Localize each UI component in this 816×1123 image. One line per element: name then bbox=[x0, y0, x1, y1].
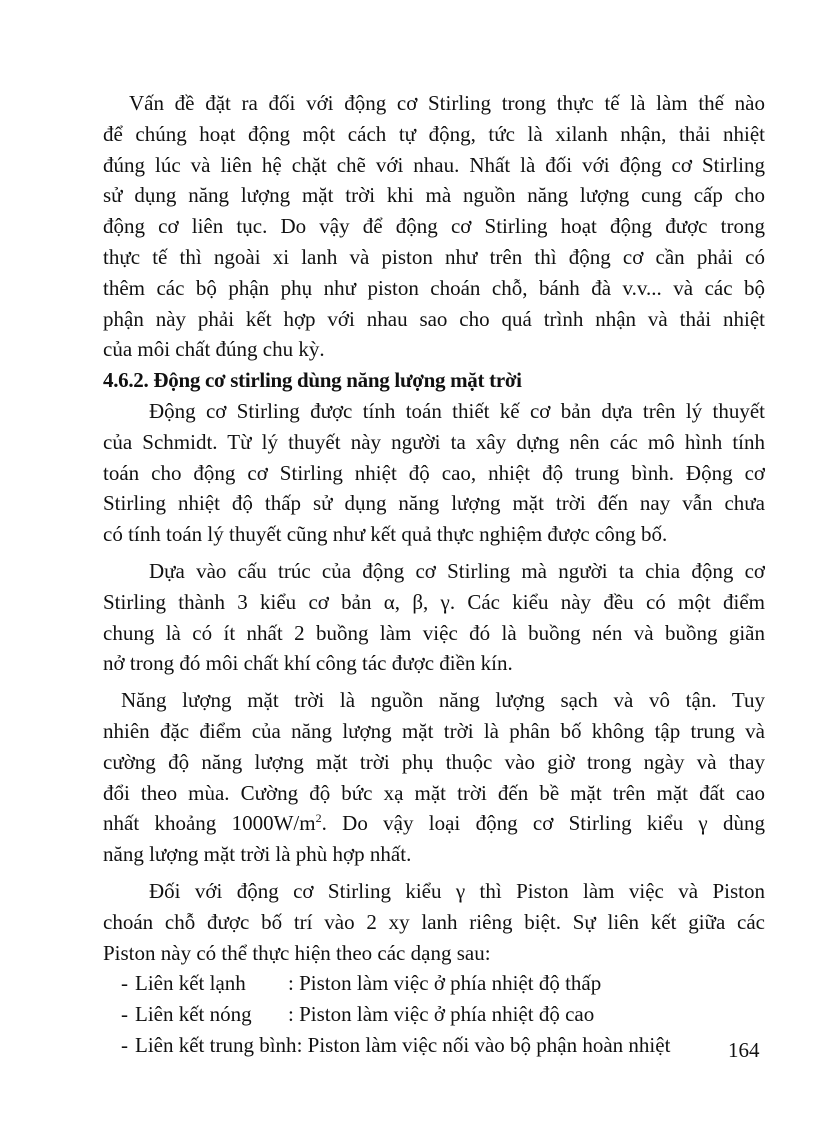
paragraph-gamma-linkage bbox=[103, 876, 765, 968]
list-description: : Piston làm việc ở phía nhiệt độ thấp bbox=[288, 971, 602, 996]
list-item bbox=[103, 968, 765, 999]
list-dash: - bbox=[121, 971, 128, 996]
text-line: choán chỗ được bố trí vào 2 xy lanh riêng biệt. Sự liên kết giữa các bbox=[103, 909, 765, 934]
paragraph-solar-energy bbox=[103, 685, 765, 870]
text-line: của Schmidt. Từ lý thuyết này người ta xây dựng nên các mô hình tính bbox=[103, 429, 765, 454]
text-line: Dựa vào cấu trúc của động cơ Stirling mà người ta chia động cơ bbox=[149, 558, 765, 583]
list-item bbox=[103, 1030, 765, 1061]
paragraph-engine-types bbox=[103, 556, 765, 679]
list-description: : Piston làm việc nối vào bộ phận hoàn nhiệt bbox=[296, 1032, 671, 1057]
text-line bbox=[103, 808, 765, 839]
list-term: Liên kết lạnh bbox=[135, 971, 246, 996]
text-line: Động cơ Stirling được tính toán thiết kế cơ bản dựa trên lý thuyết bbox=[149, 398, 765, 423]
text-line: đổi theo mùa. Cường độ bức xạ mặt trời đến bề mặt trên mặt đất cao bbox=[103, 780, 765, 805]
text-line: chung là có ít nhất 2 buồng làm việc đó là buồng nén và buồng giãn bbox=[103, 620, 765, 645]
text-line: thêm các bộ phận phụ như piston choán chỗ, bánh đà v.v... và các bộ bbox=[103, 275, 765, 300]
page-number: 164 bbox=[728, 1038, 760, 1062]
text-line: cường độ năng lượng mặt trời phụ thuộc vào giờ trong ngày và thay bbox=[103, 749, 765, 774]
text-line: đúng lúc và liên hệ chặt chẽ với nhau. Nhất là đối với động cơ Stirling bbox=[103, 152, 765, 177]
text-line: năng lượng mặt trời là phù hợp nhất. bbox=[103, 842, 412, 867]
list-term: Liên kết trung bình bbox=[135, 1032, 297, 1057]
text-span: nhất khoảng 1000W/m bbox=[103, 811, 316, 836]
list-item bbox=[103, 999, 765, 1030]
text-line: của môi chất đúng chu kỳ. bbox=[103, 337, 325, 362]
list-dash: - bbox=[121, 1032, 128, 1057]
text-line: có tính toán lý thuyết cũng như kết quả thực nghiệm được công bố. bbox=[103, 522, 668, 547]
text-line: Stirling thành 3 kiểu cơ bản α, β, γ. Các kiểu này đều có một điểm bbox=[103, 589, 765, 614]
text-line: động cơ liên tục. Do vậy để động cơ Stirling hoạt động được trong bbox=[103, 214, 765, 239]
text-line: thực tế thì ngoài xi lanh và piston như trên thì động cơ cần phải có bbox=[103, 244, 765, 269]
text-line: nhiên đặc điểm của năng lượng mặt trời là phân bố không tập trung và bbox=[103, 718, 765, 743]
section-heading: 4.6.2. Động cơ stirling dùng năng lượng mặt trời bbox=[103, 368, 522, 393]
text-line: toán cho động cơ Stirling nhiệt độ cao, nhiệt độ trung bình. Động cơ bbox=[103, 460, 765, 485]
text-line: Stirling nhiệt độ thấp sử dụng năng lượng mặt trời đến nay vẫn chưa bbox=[103, 491, 765, 516]
paragraph-stirling-problem bbox=[103, 88, 765, 365]
list-description: : Piston làm việc ở phía nhiệt độ cao bbox=[288, 1002, 595, 1027]
text-line: nở trong đó môi chất khí công tác được điền kín. bbox=[103, 651, 513, 676]
paragraph-schmidt-theory bbox=[103, 396, 765, 550]
linkage-list bbox=[103, 968, 765, 1060]
text-line: để chúng hoạt động một cách tự động, tức là xilanh nhận, thải nhiệt bbox=[103, 121, 765, 146]
list-dash: - bbox=[121, 1002, 128, 1027]
page-body bbox=[103, 88, 765, 1061]
text-line: Piston này có thể thực hiện theo các dạng sau: bbox=[103, 940, 491, 965]
list-term: Liên kết nóng bbox=[135, 1002, 252, 1027]
superscript: 2 bbox=[315, 811, 322, 826]
text-line: sử dụng năng lượng mặt trời khi mà nguồn năng lượng cung cấp cho bbox=[103, 183, 765, 208]
text-span: . Do vậy loại động cơ Stirling kiểu γ dùng bbox=[321, 811, 765, 836]
text-line: Đối với động cơ Stirling kiểu γ thì Piston làm việc và Piston bbox=[149, 878, 765, 903]
text-line: Vấn đề đặt ra đối với động cơ Stirling trong thực tế là làm thế nào bbox=[129, 91, 765, 115]
text-line: Năng lượng mặt trời là nguồn năng lượng sạch và vô tận. Tuy bbox=[121, 688, 765, 713]
text-line: phận này phải kết hợp với nhau sao cho quá trình nhận và thải nhiệt bbox=[103, 306, 765, 331]
